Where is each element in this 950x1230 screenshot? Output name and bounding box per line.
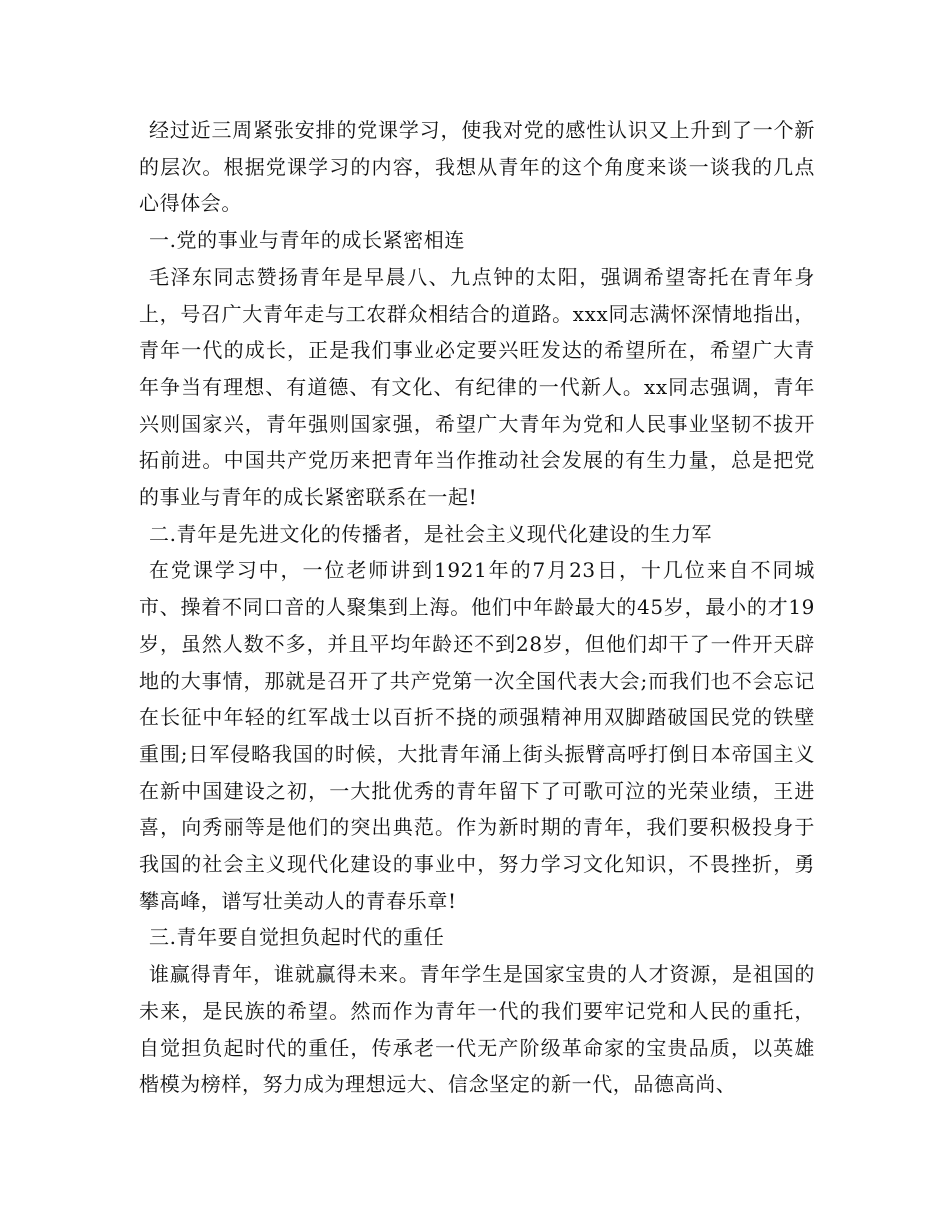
paragraph-section-2: 在党课学习中，一位老师讲到1921年的7月23日，十几位来自不同城市、操着不同口音的人聚集到上海。他们中年龄最大的45岁，最小的才19岁，虽然人数不多，并且平均年龄还不到28岁，但他们却干了一件开天辟地的大事情，那就是召开了共产党第一次全国代表大会;而我们也不会忘记在长征中年轻的红军战士以百折不挠的顽强精神用双脚踏破国民党的铁壁重围;日军侵略我国的时候，大批青年涌上街头振臂高呼打倒日本帝国主义在新中国建设之初，一大批优秀的青年留下了可歌可泣的光荣业绩，王进喜，向秀丽等是他们的突出典范。作为新时期的青年，我们要积极投身于我国的社会主义现代化建设的事业中，努力学习文化知识，不畏挫折，勇攀高峰，谱写壮美动人的青春乐章! — [139, 558, 815, 913]
paragraph-intro: 经过近三周紧张安排的党课学习，使我对党的感性认识又上升到了一个新的层次。根据党课学习的内容，我想从青年的这个角度来谈一谈我的几点心得体会。 — [139, 118, 815, 216]
paragraph-section-3: 谁赢得青年，谁就赢得未来。青年学生是国家宝贵的人才资源，是祖国的未来，是民族的希望。然而作为青年一代的我们要牢记党和人民的重托，自觉担负起时代的重任，传承老一代无产阶级革命家的宝贵品质，以英雄楷模为榜样，努力成为理想远大、信念坚定的新一代，品德高尚、 — [139, 962, 815, 1097]
section-heading-3: 三.青年要自觉担负起时代的重任 — [149, 925, 445, 950]
document-body — [139, 112, 815, 1103]
section-heading-1: 一.党的事业与青年的成长紧密相连 — [149, 228, 465, 253]
section-heading-2: 二.青年是先进文化的传播者，是社会主义现代化建设的生力军 — [149, 521, 713, 546]
paragraph-section-1: 毛泽东同志赞扬青年是早晨八、九点钟的太阳，强调希望寄托在青年身上，号召广大青年走与工农群众相结合的道路。xxx同志满怀深情地指出，青年一代的成长，正是我们事业必定要兴旺发达的希望所在，希望广大青年争当有理想、有道德、有文化、有纪律的一代新人。xx同志强调，青年兴则国家兴，青年强则国家强，希望广大青年为党和人民事业坚韧不拔开拓前进。中国共产党历来把青年当作推动社会发展的有生力量，总是把党的事业与青年的成长紧密联系在一起! — [139, 264, 815, 510]
